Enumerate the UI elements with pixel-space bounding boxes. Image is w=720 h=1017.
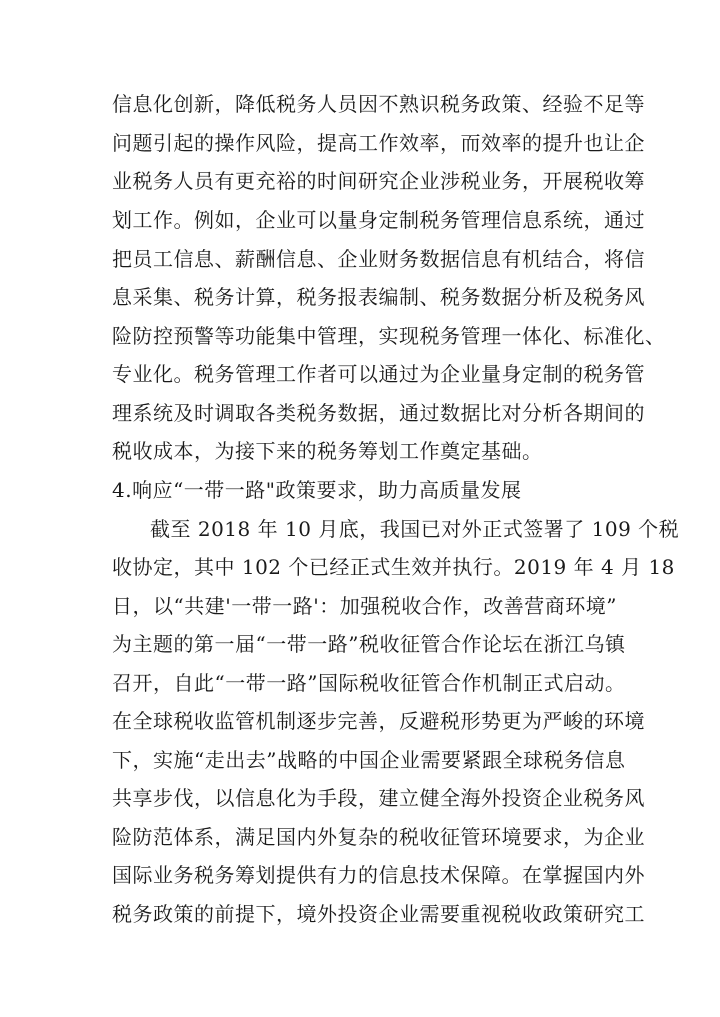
text-line: 险防控预警等功能集中管理，实现税务管理一体化、标准化、 xyxy=(112,324,666,348)
text-line: 召开，自此“一带一路”国际税收征管合作机制正式启动。 xyxy=(112,671,626,695)
text-line: 税务政策的前提下，境外投资企业需要重视税收政策研究工 xyxy=(112,902,645,926)
text-line: 理系统及时调取各类税务数据，通过数据比对分析各期间的 xyxy=(112,401,645,425)
text-line: 收协定，其中 102 个已经正式生效并执行。2019 年 4 月 18 xyxy=(112,555,675,579)
section-heading: 4.响应“一带一路"政策要求，助力高质量发展 xyxy=(112,478,522,502)
text-line: 国际业务税务筹划提供有力的信息技术保障。在掌握国内外 xyxy=(112,863,645,887)
text-line: 日，以“共建'一带一路'：加强税收合作，改善营商环境” xyxy=(112,594,617,618)
text-line: 息采集、税务计算，税务报表编制、税务数据分析及税务风 xyxy=(112,285,645,309)
text-line: 税收成本，为接下来的税务筹划工作奠定基础。 xyxy=(112,439,543,463)
text-line: 下，实施“走出去”战略的中国企业需要紧跟全球税务信息 xyxy=(112,748,626,772)
text-line: 信息化创新，降低税务人员因不熟识税务政策、经验不足等 xyxy=(112,92,645,116)
text-line: 业税务人员有更充裕的时间研究企业涉税业务，开展税收筹 xyxy=(112,169,645,193)
text-line: 共享步伐，以信息化为手段，建立健全海外投资企业税务风 xyxy=(112,786,645,810)
text-line: 为主题的第一届“一带一路”税收征管合作论坛在浙江乌镇 xyxy=(112,632,626,656)
text-line: 划工作。例如，企业可以量身定制税务管理信息系统，通过 xyxy=(112,208,645,232)
text-line: 专业化。税务管理工作者可以通过为企业量身定制的税务管 xyxy=(112,362,645,386)
text-line: 截至 2018 年 10 月底，我国已对外正式签署了 109 个税 xyxy=(150,517,680,541)
text-line: 问题引起的操作风险，提高工作效率，而效率的提升也让企 xyxy=(112,131,645,155)
text-line: 险防范体系，满足国内外复杂的税收征管环境要求，为企业 xyxy=(112,825,645,849)
text-line: 在全球税收监管机制逐步完善，反避税形势更为严峻的环境 xyxy=(112,709,645,733)
text-line: 把员工信息、薪酬信息、企业财务数据信息有机结合，将信 xyxy=(112,247,645,271)
